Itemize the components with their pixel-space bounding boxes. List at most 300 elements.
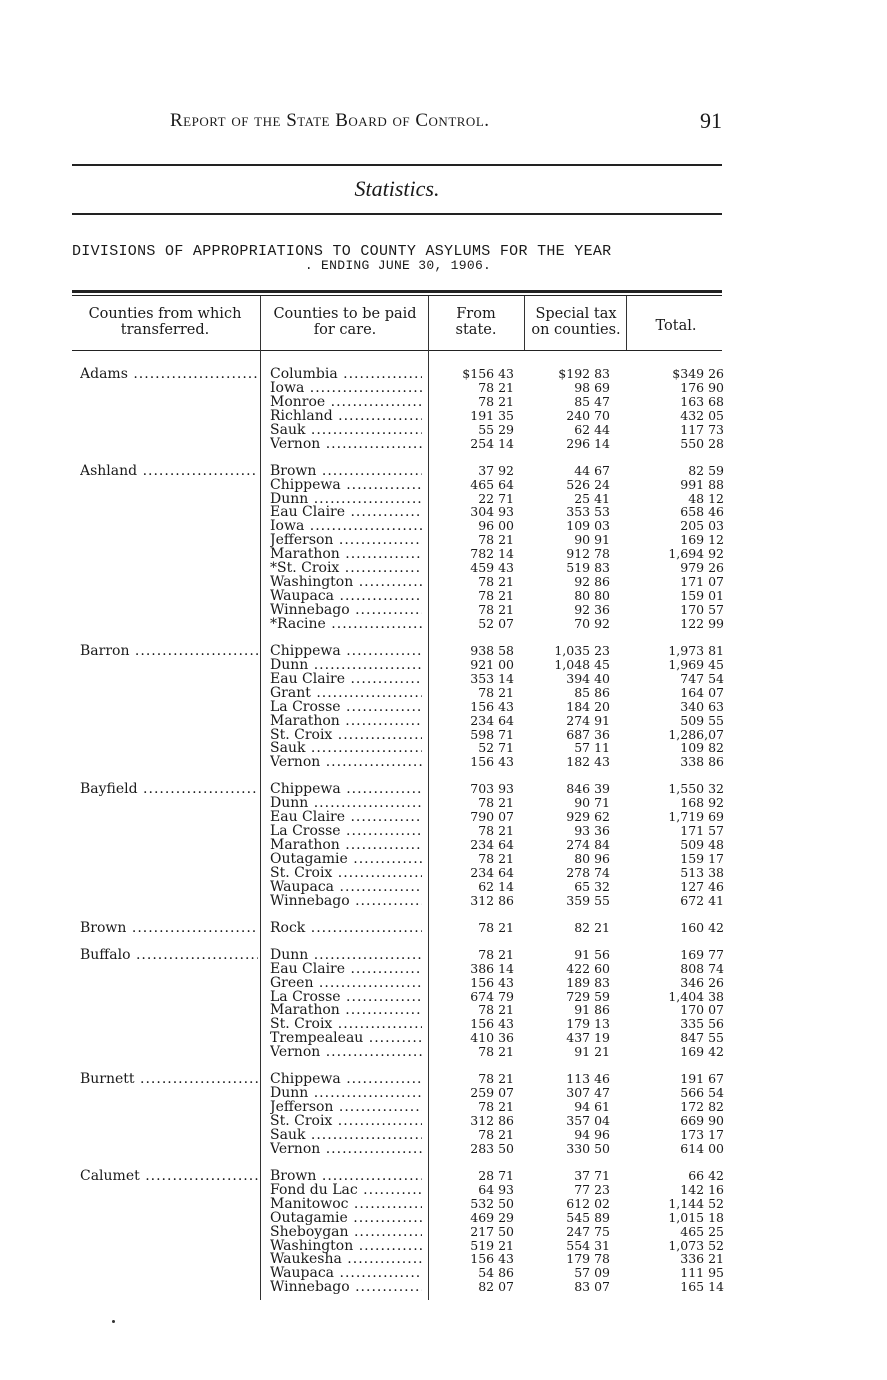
- from-state-amount: 703 93: [470, 781, 514, 797]
- table-row: [72, 589, 732, 603]
- table-row: [72, 575, 732, 589]
- to-county-name: Iowa .....: [270, 381, 422, 395]
- to-county-name: Washington .....: [270, 1239, 422, 1253]
- total-amount: 658 46: [680, 504, 724, 520]
- from-state-amount: 78 21: [478, 1044, 514, 1060]
- to-county-name: Marathon .....: [270, 838, 422, 852]
- from-state-amount: 353 14: [470, 670, 514, 686]
- table-row: [72, 1017, 732, 1031]
- from-county-name: Buffalo .....: [80, 948, 258, 962]
- from-state-amount: 78 21: [478, 823, 514, 839]
- from-state-amount: 532 50: [470, 1195, 514, 1211]
- from-state-amount: 52 07: [478, 615, 514, 631]
- to-county-name: Vernon .....: [270, 1142, 422, 1156]
- to-county-name: Vernon .....: [270, 1045, 422, 1059]
- to-county-name: Richland .....: [270, 409, 422, 423]
- total-amount: 171 57: [680, 823, 724, 839]
- section-title: Statistics.: [354, 176, 440, 201]
- total-amount: 1,073 52: [668, 1237, 724, 1253]
- from-state-amount: 78 21: [478, 946, 514, 962]
- to-county-name: Monroe .....: [270, 395, 422, 409]
- special-tax-amount: 57 09: [574, 1265, 610, 1281]
- total-amount: 66 42: [688, 1167, 724, 1183]
- to-county-name: Rock .....: [270, 921, 422, 935]
- total-amount: 173 17: [680, 1126, 724, 1142]
- special-tax-amount: 109 03: [566, 518, 610, 534]
- from-county-name: Bayfield .....: [80, 782, 258, 796]
- special-tax-amount: 90 91: [574, 532, 610, 548]
- to-county-name: Sheboygan .....: [270, 1225, 422, 1239]
- from-state-amount: 386 14: [470, 960, 514, 976]
- from-state-amount: 598 71: [470, 726, 514, 742]
- from-state-amount: 82 07: [478, 1279, 514, 1295]
- caption-line-2: . ENDING JUNE 30, 1906.: [304, 258, 492, 273]
- from-state-amount: 312 86: [470, 892, 514, 908]
- total-amount: 509 48: [680, 837, 724, 853]
- from-state-amount: 78 21: [478, 795, 514, 811]
- to-county-name: *Racine .....: [270, 617, 422, 631]
- to-county-name: Brown .....: [270, 464, 422, 478]
- total-amount: $349 26: [672, 366, 724, 381]
- table-row: [72, 962, 732, 976]
- from-state-amount: 254 14: [470, 435, 514, 451]
- table-row: [72, 464, 732, 478]
- table-row: [72, 686, 732, 700]
- table-row: [72, 1045, 732, 1059]
- to-county-name: Chippewa .....: [270, 644, 422, 658]
- total-amount: 747 54: [680, 670, 724, 686]
- total-amount: 1,969 45: [668, 656, 724, 672]
- to-county-name: *St. Croix .....: [270, 561, 422, 575]
- to-county-name: Winnebago .....: [270, 603, 422, 617]
- county-group: [72, 782, 732, 907]
- special-tax-amount: 25 41: [574, 490, 610, 506]
- special-tax-amount: 93 36: [574, 823, 610, 839]
- total-amount: 168 92: [680, 795, 724, 811]
- total-amount: 109 82: [680, 740, 724, 756]
- total-amount: 1,550 32: [668, 781, 724, 797]
- to-county-name: Iowa .....: [270, 519, 422, 533]
- table-row: [72, 782, 732, 796]
- special-tax-amount: 189 83: [566, 974, 610, 990]
- table-row: [72, 437, 732, 451]
- table-row: [72, 880, 732, 894]
- to-county-name: La Crosse .....: [270, 990, 422, 1004]
- special-tax-amount: 729 59: [566, 988, 610, 1004]
- to-county-name: Waupaca .....: [270, 589, 422, 603]
- table-row: [72, 1100, 732, 1114]
- from-state-amount: 156 43: [470, 974, 514, 990]
- special-tax-amount: 90 71: [574, 795, 610, 811]
- special-tax-amount: 77 23: [574, 1181, 610, 1197]
- total-amount: 171 07: [680, 574, 724, 590]
- total-amount: 1,404 38: [668, 988, 724, 1004]
- from-state-amount: 304 93: [470, 504, 514, 520]
- from-state-amount: 234 64: [470, 864, 514, 880]
- special-tax-amount: 83 07: [574, 1279, 610, 1295]
- table-row: [72, 1086, 732, 1100]
- from-state-amount: 78 21: [478, 1126, 514, 1142]
- from-state-amount: 28 71: [478, 1167, 514, 1183]
- county-group: [72, 948, 732, 1060]
- to-county-name: Eau Claire .....: [270, 505, 422, 519]
- from-state-amount: 78 21: [478, 851, 514, 866]
- to-county-name: St. Croix .....: [270, 1017, 422, 1031]
- special-tax-amount: 307 47: [566, 1085, 610, 1101]
- running-head-title: Report of the State Board of Control.: [170, 110, 490, 131]
- total-amount: 1,286,07: [668, 726, 724, 742]
- column-divider-4: [626, 296, 627, 350]
- total-amount: 566 54: [680, 1085, 724, 1101]
- from-state-amount: 191 35: [470, 407, 514, 423]
- to-county-name: Columbia .....: [270, 367, 422, 381]
- county-group: [72, 367, 732, 451]
- total-amount: 169 12: [680, 532, 724, 548]
- page-speck: [112, 1320, 115, 1323]
- special-tax-amount: 91 56: [574, 946, 610, 962]
- table-caption: [72, 244, 724, 273]
- special-tax-amount: 1,035 23: [554, 642, 610, 658]
- special-tax-amount: 422 60: [566, 960, 610, 976]
- from-state-amount: 78 21: [478, 393, 514, 409]
- total-amount: 465 25: [680, 1223, 724, 1239]
- special-tax-amount: 846 39: [566, 781, 610, 797]
- table-row: [72, 1211, 732, 1225]
- table-row: [72, 894, 732, 908]
- county-group: [72, 464, 732, 631]
- total-amount: 808 74: [680, 960, 724, 976]
- caption-line-1: DIVISIONS OF APPROPRIATIONS TO COUNTY ASYLUMS FOR THE YEAR: [72, 243, 612, 260]
- special-tax-amount: 274 91: [566, 712, 610, 728]
- total-amount: 111 95: [680, 1265, 724, 1281]
- table-top-rule-thick: [72, 290, 722, 293]
- special-tax-amount: 92 36: [574, 602, 610, 617]
- special-tax-amount: 62 44: [574, 421, 610, 437]
- total-amount: 1,719 69: [668, 809, 724, 825]
- table-row: [72, 617, 732, 631]
- section-rule: [72, 213, 722, 215]
- total-amount: 165 14: [680, 1279, 724, 1295]
- to-county-name: Jefferson .....: [270, 533, 422, 547]
- to-county-name: Outagamie .....: [270, 852, 422, 866]
- table-row: [72, 1252, 732, 1266]
- total-amount: 160 42: [680, 919, 724, 935]
- special-tax-amount: 92 86: [574, 574, 610, 590]
- column-header-from-county: Counties from which transferred.: [88, 306, 242, 338]
- special-tax-amount: 1,048 45: [554, 656, 610, 672]
- to-county-name: La Crosse .....: [270, 700, 422, 714]
- special-tax-amount: 437 19: [566, 1030, 610, 1046]
- total-amount: 117 73: [680, 421, 724, 437]
- table-row: [72, 1072, 732, 1086]
- table-row: [72, 367, 732, 381]
- to-county-name: Sauk .....: [270, 1128, 422, 1142]
- from-county-name: Burnett .....: [80, 1072, 258, 1086]
- to-county-name: Dunn .....: [270, 796, 422, 810]
- from-state-amount: 55 29: [478, 421, 514, 437]
- from-state-amount: 22 71: [478, 490, 514, 506]
- from-state-amount: 78 21: [478, 532, 514, 548]
- to-county-name: St. Croix .....: [270, 1114, 422, 1128]
- special-tax-amount: 929 62: [566, 809, 610, 825]
- table-row: [72, 1239, 732, 1253]
- from-state-amount: 52 71: [478, 740, 514, 756]
- special-tax-amount: 57 11: [574, 740, 610, 756]
- to-county-name: Marathon .....: [270, 547, 422, 561]
- table-row: [72, 1003, 732, 1017]
- special-tax-amount: 353 53: [566, 504, 610, 520]
- to-county-name: Outagamie .....: [270, 1211, 422, 1225]
- running-header: [170, 110, 730, 140]
- from-state-amount: 156 43: [470, 698, 514, 714]
- total-amount: 1,973 81: [668, 642, 724, 658]
- special-tax-amount: 554 31: [566, 1237, 610, 1253]
- from-state-amount: 78 21: [478, 602, 514, 617]
- table-top-rule-thin: [72, 295, 722, 296]
- special-tax-amount: 182 43: [566, 754, 610, 770]
- total-amount: 122 99: [680, 615, 724, 631]
- to-county-name: Vernon .....: [270, 437, 422, 451]
- special-tax-amount: 687 36: [566, 726, 610, 742]
- special-tax-amount: 274 84: [566, 837, 610, 853]
- page-number: 91: [700, 108, 722, 133]
- special-tax-amount: 526 24: [566, 476, 610, 492]
- to-county-name: La Crosse .....: [270, 824, 422, 838]
- total-amount: 159 01: [680, 588, 724, 604]
- from-state-amount: $156 43: [462, 366, 514, 381]
- from-state-amount: 410 36: [470, 1030, 514, 1046]
- special-tax-amount: 359 55: [566, 892, 610, 908]
- table-row: [72, 381, 732, 395]
- from-state-amount: 78 21: [478, 379, 514, 395]
- total-amount: 338 86: [680, 754, 724, 770]
- table-row: [72, 796, 732, 810]
- special-tax-amount: 179 13: [566, 1016, 610, 1032]
- to-county-name: Sauk .....: [270, 741, 422, 755]
- total-amount: 205 03: [680, 518, 724, 534]
- from-state-amount: 782 14: [470, 546, 514, 562]
- column-header-special-tax: Special tax on counties.: [531, 306, 621, 338]
- from-state-amount: 62 14: [478, 878, 514, 894]
- to-county-name: Waupaca .....: [270, 1266, 422, 1280]
- table-row: [72, 561, 732, 575]
- to-county-name: Grant .....: [270, 686, 422, 700]
- total-amount: 1,144 52: [668, 1195, 724, 1211]
- to-county-name: Dunn .....: [270, 1086, 422, 1100]
- table-row: [72, 478, 732, 492]
- special-tax-amount: 82 21: [574, 919, 610, 935]
- total-amount: 48 12: [688, 490, 724, 506]
- special-tax-amount: 240 70: [566, 407, 610, 423]
- from-county-name: Ashland .....: [80, 464, 258, 478]
- total-amount: 336 21: [680, 1251, 724, 1267]
- special-tax-amount: 394 40: [566, 670, 610, 686]
- table-row: [72, 1197, 732, 1211]
- special-tax-amount: 184 20: [566, 698, 610, 714]
- special-tax-amount: 91 86: [574, 1002, 610, 1018]
- to-county-name: Waupaca .....: [270, 880, 422, 894]
- table-row: [72, 866, 732, 880]
- header-rule: [72, 164, 722, 166]
- table-row: [72, 921, 732, 935]
- special-tax-amount: 357 04: [566, 1113, 610, 1128]
- special-tax-amount: 94 61: [574, 1099, 610, 1115]
- from-county-name: Brown .....: [80, 921, 258, 935]
- total-amount: 169 42: [680, 1044, 724, 1060]
- special-tax-amount: 519 83: [566, 560, 610, 576]
- total-amount: 172 82: [680, 1099, 724, 1115]
- to-county-name: Brown .....: [270, 1169, 422, 1183]
- special-tax-amount: 247 75: [566, 1223, 610, 1239]
- total-amount: 142 16: [680, 1181, 724, 1197]
- total-amount: 669 90: [680, 1113, 724, 1128]
- total-amount: 979 26: [680, 560, 724, 576]
- to-county-name: Marathon .....: [270, 714, 422, 728]
- special-tax-amount: 80 96: [574, 851, 610, 866]
- from-state-amount: 78 21: [478, 588, 514, 604]
- to-county-name: Eau Claire .....: [270, 962, 422, 976]
- total-amount: 432 05: [680, 407, 724, 423]
- special-tax-amount: 296 14: [566, 435, 610, 451]
- to-county-name: Vernon .....: [270, 755, 422, 769]
- from-state-amount: 469 29: [470, 1209, 514, 1225]
- table-row: [72, 852, 732, 866]
- total-amount: 191 67: [680, 1071, 724, 1087]
- to-county-name: Washington .....: [270, 575, 422, 589]
- total-amount: 550 28: [680, 435, 724, 451]
- from-state-amount: 78 21: [478, 1099, 514, 1115]
- to-county-name: Chippewa .....: [270, 782, 422, 796]
- special-tax-amount: 85 86: [574, 684, 610, 700]
- county-group: [72, 1072, 732, 1156]
- from-state-amount: 54 86: [478, 1265, 514, 1281]
- from-county-name: Barron .....: [80, 644, 258, 658]
- table-row: [72, 700, 732, 714]
- total-amount: 159 17: [680, 851, 724, 866]
- to-county-name: Dunn .....: [270, 492, 422, 506]
- special-tax-amount: 94 96: [574, 1126, 610, 1142]
- to-county-name: Dunn .....: [270, 948, 422, 962]
- table-row: [72, 492, 732, 506]
- special-tax-amount: 179 78: [566, 1251, 610, 1267]
- total-amount: 176 90: [680, 379, 724, 395]
- from-state-amount: 156 43: [470, 1251, 514, 1267]
- special-tax-amount: 330 50: [566, 1140, 610, 1156]
- table-row: [72, 976, 732, 990]
- table-row: [72, 948, 732, 962]
- header-bottom-rule: [72, 350, 722, 351]
- to-county-name: Chippewa .....: [270, 478, 422, 492]
- total-amount: 1,015 18: [668, 1209, 724, 1225]
- special-tax-amount: 912 78: [566, 546, 610, 562]
- total-amount: 163 68: [680, 393, 724, 409]
- from-county-name: Calumet .....: [80, 1169, 258, 1183]
- table-row: [72, 1280, 732, 1294]
- to-county-name: Marathon .....: [270, 1003, 422, 1017]
- appropriations-table-body: [72, 367, 732, 1307]
- table-row: [72, 547, 732, 561]
- from-state-amount: 156 43: [470, 1016, 514, 1032]
- from-state-amount: 78 21: [478, 919, 514, 935]
- from-state-amount: 938 58: [470, 642, 514, 658]
- total-amount: 513 38: [680, 864, 724, 880]
- from-state-amount: 64 93: [478, 1181, 514, 1197]
- from-state-amount: 78 21: [478, 1002, 514, 1018]
- table-row: [72, 423, 732, 437]
- special-tax-amount: $192 83: [558, 366, 610, 381]
- to-county-name: Winnebago .....: [270, 1280, 422, 1294]
- total-amount: 170 57: [680, 602, 724, 617]
- total-amount: 1,694 92: [668, 546, 724, 562]
- table-row: [72, 1183, 732, 1197]
- special-tax-amount: 44 67: [574, 462, 610, 478]
- to-county-name: Fond du Lac .....: [270, 1183, 422, 1197]
- table-row: [72, 1142, 732, 1156]
- column-header-total: Total.: [655, 318, 697, 334]
- special-tax-amount: 91 21: [574, 1044, 610, 1060]
- table-row: [72, 824, 732, 838]
- table-row: [72, 714, 732, 728]
- from-state-amount: 217 50: [470, 1223, 514, 1239]
- from-state-amount: 519 21: [470, 1237, 514, 1253]
- total-amount: 127 46: [680, 878, 724, 894]
- total-amount: 509 55: [680, 712, 724, 728]
- column-divider-3: [524, 296, 525, 350]
- to-county-name: Trempealeau .....: [270, 1031, 422, 1045]
- from-state-amount: 234 64: [470, 837, 514, 853]
- from-state-amount: 96 00: [478, 518, 514, 534]
- table-row: [72, 755, 732, 769]
- from-state-amount: 234 64: [470, 712, 514, 728]
- column-header-to-county: Counties to be paid for care.: [273, 306, 417, 338]
- special-tax-amount: 70 92: [574, 615, 610, 631]
- table-row: [72, 1169, 732, 1183]
- column-header-from-state: From state.: [455, 306, 497, 338]
- table-row: [72, 505, 732, 519]
- total-amount: 169 77: [680, 946, 724, 962]
- table-row: [72, 644, 732, 658]
- from-state-amount: 156 43: [470, 754, 514, 770]
- from-state-amount: 78 21: [478, 574, 514, 590]
- to-county-name: Sauk .....: [270, 423, 422, 437]
- table-row: [72, 409, 732, 423]
- from-county-name: Adams .....: [80, 367, 258, 381]
- from-state-amount: 465 64: [470, 476, 514, 492]
- table-row: [72, 810, 732, 824]
- special-tax-amount: 612 02: [566, 1195, 610, 1211]
- table-row: [72, 838, 732, 852]
- total-amount: 335 56: [680, 1016, 724, 1032]
- county-group: [72, 921, 732, 935]
- table-row: [72, 990, 732, 1004]
- table-row: [72, 672, 732, 686]
- special-tax-amount: 98 69: [574, 379, 610, 395]
- table-row: [72, 603, 732, 617]
- special-tax-amount: 113 46: [566, 1071, 610, 1087]
- county-group: [72, 1169, 732, 1294]
- table-row: [72, 1031, 732, 1045]
- to-county-name: St. Croix .....: [270, 866, 422, 880]
- to-county-name: Eau Claire .....: [270, 810, 422, 824]
- from-state-amount: 921 00: [470, 656, 514, 672]
- to-county-name: St. Croix .....: [270, 728, 422, 742]
- to-county-name: Waukesha .....: [270, 1252, 422, 1266]
- special-tax-amount: 278 74: [566, 864, 610, 880]
- table-row: [72, 1128, 732, 1142]
- total-amount: 164 07: [680, 684, 724, 700]
- total-amount: 847 55: [680, 1030, 724, 1046]
- total-amount: 170 07: [680, 1002, 724, 1018]
